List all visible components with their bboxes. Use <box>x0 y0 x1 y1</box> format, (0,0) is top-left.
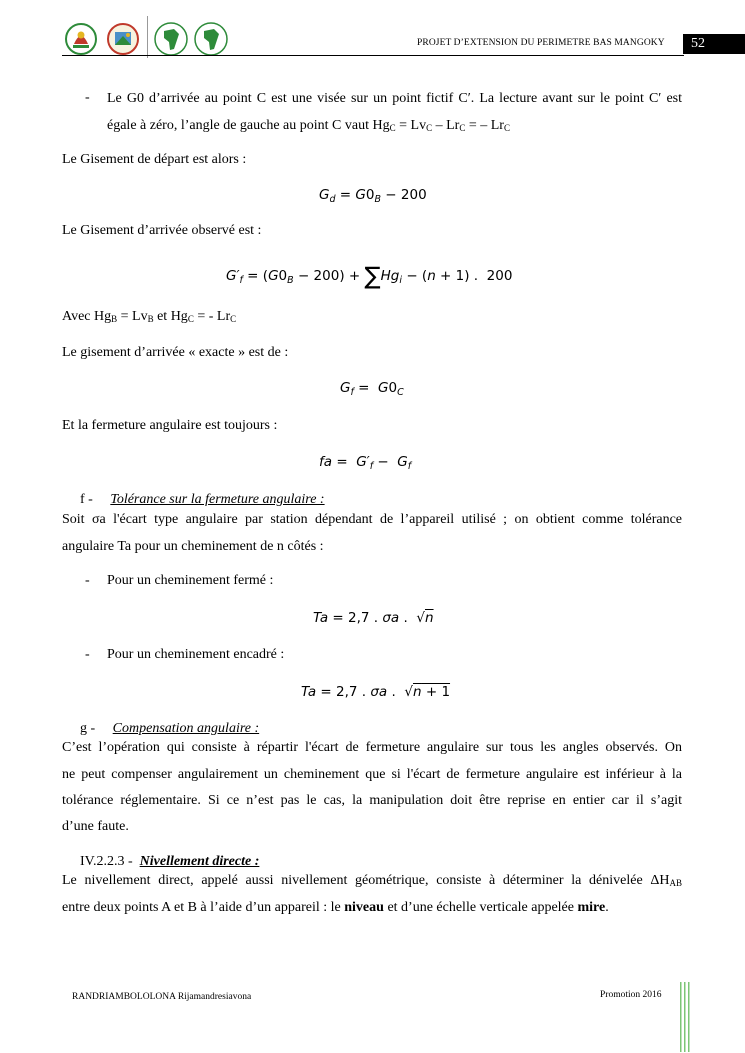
paragraph-compensation-line4: d’une faute. <box>62 819 129 834</box>
equation-ta-encadre: Ta = 2,7 . σa . √n + 1 <box>301 684 451 700</box>
africa-map-logo-icon <box>152 22 190 56</box>
africa-map-logo-2-icon <box>192 22 230 56</box>
paragraph-compensation-line2: ne peut compenser angulairement un cheminement que si l'écart de fermeture angulaire est inférieur à la <box>62 767 682 782</box>
bullet-text-line1: Le G0 d’arrivée au point C est une visée sur un point fictif C′. La lecture avant sur le point C′ est <box>107 91 682 106</box>
bullet-text-line2: égale à zéro, l’angle de gauche au point C vaut $Hg_C = Lv_C - Lr_C$ = – $Lr_C$ <box>107 118 510 133</box>
section-f-heading: f - Tolérance sur la fermeture angulaire : <box>80 492 325 507</box>
paragraph-fermeture: Et la fermeture angulaire est toujours : <box>62 418 278 433</box>
bullet-dash: - <box>85 90 90 105</box>
header-title: PROJET D’EXTENSION DU PERIMETRE BAS MANGOKY <box>417 38 665 48</box>
footer-author: RANDRIAMBOLOLONA Rijamandresiavona <box>72 992 252 1002</box>
footer-decorative-bars <box>680 982 692 1052</box>
equation-ta-ferme: Ta = 2,7 . σa . √n <box>313 610 434 626</box>
logo-divider <box>147 16 148 58</box>
page-number: 52 <box>683 34 745 54</box>
equation-fa: fa = $G'_f - G_f$ <box>319 454 412 472</box>
bullet-encadre: Pour un cheminement encadré : <box>107 647 285 662</box>
bullet-ferme: Pour un cheminement fermé : <box>107 573 274 588</box>
paragraph-nivellement-line2: entre deux points A et B à l’aide d’un appareil : le niveau et d’une échelle verticale appelée mire. <box>62 900 609 915</box>
institution-logo-icon <box>106 22 140 56</box>
bullet-dash: - <box>85 647 90 662</box>
paragraph-compensation-line3: tolérance réglementaire. Si ce n’est pas le cas, la manipulation doit être reprise en entier car il s’agit <box>62 793 682 808</box>
section-iv-heading: IV.2.2.3 - Nivellement directe : <box>80 854 260 869</box>
header-rule <box>62 55 684 56</box>
equation-gprime: $G'_f = (G0_B - 200) + \sum Hg_i - (n + 1)$ . 200 <box>226 262 513 290</box>
paragraph-tolerance-line1: Soit σa l'écart type angulaire par station dépendant de l’appareil utilisé ; on obtient comme tolérance <box>62 512 682 527</box>
equation-gd: $G_d = G0_B - 200$ <box>319 187 427 205</box>
ministry-logo-icon <box>64 22 98 56</box>
paragraph-avec: Avec $Hg_B = Lv_B$ et $Hg_C$ = - $Lr_C$ <box>62 309 237 324</box>
paragraph-gisement-exact: Le gisement d’arrivée « exacte » est de : <box>62 345 289 360</box>
paragraph-gisement-depart: Le Gisement de départ est alors : <box>62 152 247 167</box>
bullet-dash: - <box>85 573 90 588</box>
section-g-heading: g - Compensation angulaire : <box>80 721 260 736</box>
equation-gf: $G_f = G0_C$ <box>340 380 404 398</box>
paragraph-nivellement-line1: Le nivellement direct, appelé aussi nivellement géométrique, consiste à déterminer la dénivelée $\Delta H_{AB}$ <box>62 873 682 888</box>
paragraph-compensation-line1: C’est l’opération qui consiste à répartir l'écart de fermeture angulaire sur tous les angles observés. On <box>62 740 682 755</box>
paragraph-tolerance-line2: angulaire Ta pour un cheminement de n côtés : <box>62 539 324 554</box>
paragraph-gisement-arrivee: Le Gisement d’arrivée observé est : <box>62 223 262 238</box>
footer-promotion: Promotion 2016 <box>600 990 662 1000</box>
